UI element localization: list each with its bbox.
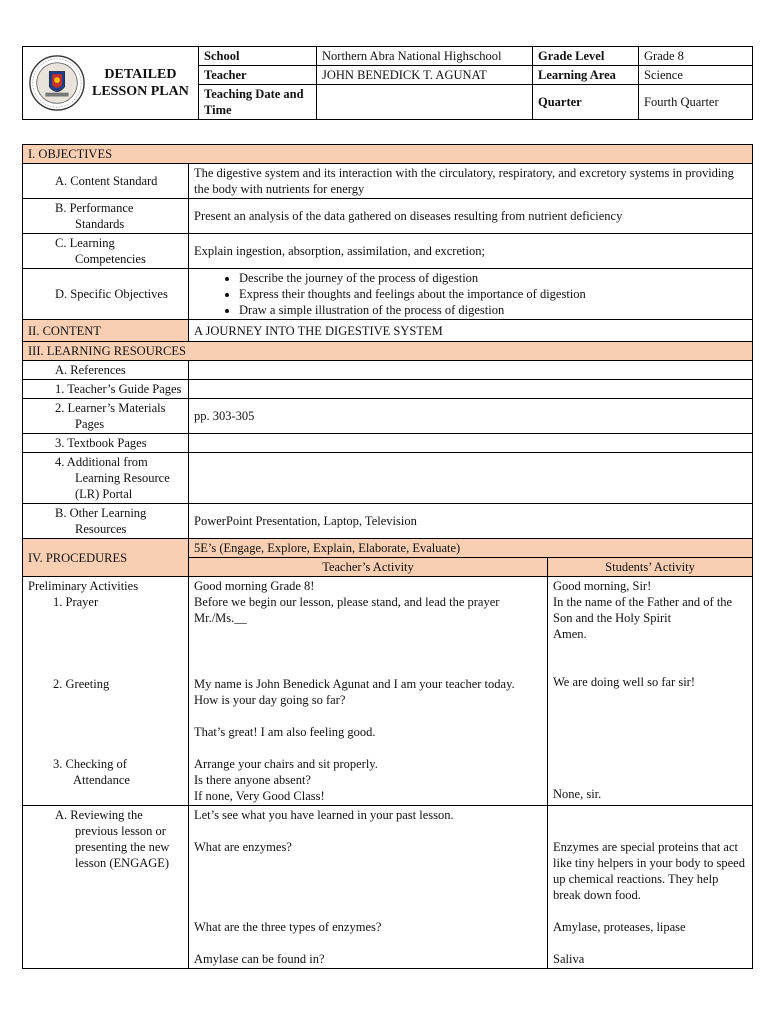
other-resources-value: PowerPoint Presentation, Laptop, Television xyxy=(189,504,753,539)
lr-portal-label: 4. Additional from Learning Resource (LR) Portal xyxy=(23,453,189,504)
specific-objective-item: • Draw a simple illustration of the process of digestion xyxy=(239,302,747,318)
specific-objective-item: • Express their thoughts and feelings about the importance of digestion xyxy=(239,286,747,302)
teacher-line: That’s great! I am also feeling good. xyxy=(194,725,376,739)
student-activity-engage xyxy=(548,806,753,969)
area-value: Science xyxy=(639,66,753,85)
area-label: Learning Area xyxy=(533,66,639,85)
performance-standards-value: Present an analysis of the data gathered on diseases resulting from nutrient deficiency xyxy=(189,199,753,234)
textbook-pages-label: 3. Textbook Pages xyxy=(23,434,189,453)
learning-competencies-value: Explain ingestion, absorption, assimilation, and excretion; xyxy=(189,234,753,269)
date-label: Teaching Date and Time xyxy=(199,85,317,120)
teacher-value: JOHN BENEDICK T. AGUNAT xyxy=(317,66,533,85)
teacher-line: Let’s see what you have learned in your past lesson. xyxy=(194,808,454,822)
student-line: Amylase, proteases, lipase xyxy=(553,920,686,934)
teacher-line: What are enzymes? xyxy=(194,840,292,854)
references-label: A. References xyxy=(23,361,189,380)
performance-standards-label: B. Performance Standards xyxy=(23,199,189,234)
student-line: In the name of the Father and of the Son and the Holy Spirit xyxy=(553,595,733,625)
teacher-line: Before we begin our lesson, please stand, and lead the prayer Mr./Ms.__ xyxy=(194,595,500,625)
teacher-line: Is there anyone absent? xyxy=(194,773,311,787)
greeting-label: 2. Greeting xyxy=(53,677,110,691)
school-label: School xyxy=(199,47,317,66)
quarter-value: Fourth Quarter xyxy=(639,85,753,120)
student-activity-header: Students’ Activity xyxy=(548,558,753,577)
learners-materials-label: 2. Learner’s Materials Pages xyxy=(23,399,189,434)
specific-objectives-list xyxy=(189,269,753,320)
learning-resources-heading: III. LEARNING RESOURCES xyxy=(23,342,753,361)
teachers-guide-label: 1. Teacher’s Guide Pages xyxy=(23,380,189,399)
teacher-activity-engage xyxy=(189,806,548,969)
header-title-cell xyxy=(23,47,199,120)
doc-title-line1: DETAILED xyxy=(104,67,177,82)
objectives-heading: I. OBJECTIVES xyxy=(23,145,753,164)
specific-objective-item: • Describe the journey of the process of digestion xyxy=(239,270,747,286)
grade-label: Grade Level xyxy=(533,47,639,66)
teacher-activity-header: Teacher’s Activity xyxy=(189,558,548,577)
student-line: We are doing well so far sir! xyxy=(553,675,695,689)
student-line: Good morning, Sir! xyxy=(553,579,652,593)
teacher-line: My name is John Benedick Agunat and I am your teacher today. How is your day going so far? xyxy=(194,677,515,707)
lesson-table xyxy=(22,144,753,969)
learning-competencies-label: C. Learning Competencies xyxy=(23,234,189,269)
student-activity-preliminary xyxy=(548,577,753,806)
date-value xyxy=(317,85,533,120)
prayer-label: 1. Prayer xyxy=(53,595,99,609)
content-value: A JOURNEY INTO THE DIGESTIVE SYSTEM xyxy=(189,320,753,342)
quarter-label: Quarter xyxy=(533,85,639,120)
learners-materials-value: pp. 303-305 xyxy=(189,399,753,434)
teacher-line: Good morning Grade 8! xyxy=(194,579,315,593)
doc-title-line2: LESSON PLAN xyxy=(92,84,189,99)
content-standard-label: A. Content Standard xyxy=(23,164,189,199)
header-table xyxy=(22,46,753,120)
teacher-line: What are the three types of enzymes? xyxy=(194,920,382,934)
student-line: None, sir. xyxy=(553,787,602,801)
teacher-line: Arrange your chairs and sit properly. xyxy=(194,757,378,771)
preliminary-steps xyxy=(23,577,189,806)
school-value: Northern Abra National Highschool xyxy=(317,47,533,66)
engage-label: A. Reviewing the previous lesson or presenting the new lesson (ENGAGE) xyxy=(23,806,189,969)
specific-objectives-label: D. Specific Objectives xyxy=(23,269,189,320)
attendance-label: 3. Checking of Attendance xyxy=(53,757,130,787)
teacher-label: Teacher xyxy=(199,66,317,85)
deped-seal-icon xyxy=(28,54,86,112)
teacher-line: Amylase can be found in? xyxy=(194,952,325,966)
student-line: Enzymes are special proteins that act like tiny helpers in your body to speed up chemical reactions. They help break down food. xyxy=(553,840,745,902)
procedures-heading: IV. PROCEDURES xyxy=(23,539,189,577)
content-standard-value: The digestive system and its interaction with the circulatory, respiratory, and excretory systems in providing the body with nutrients for energy xyxy=(189,164,753,199)
preliminary-label: Preliminary Activities xyxy=(28,579,139,593)
content-heading: II. CONTENT xyxy=(23,320,189,342)
student-line: Amen. xyxy=(553,627,587,641)
other-resources-label: B. Other Learning Resources xyxy=(23,504,189,539)
teacher-activity-preliminary xyxy=(189,577,548,806)
procedures-model: 5E’s (Engage, Explore, Explain, Elaborate, Evaluate) xyxy=(189,539,753,558)
teacher-line: If none, Very Good Class! xyxy=(194,789,325,803)
student-line: Saliva xyxy=(553,952,585,966)
grade-value: Grade 8 xyxy=(639,47,753,66)
